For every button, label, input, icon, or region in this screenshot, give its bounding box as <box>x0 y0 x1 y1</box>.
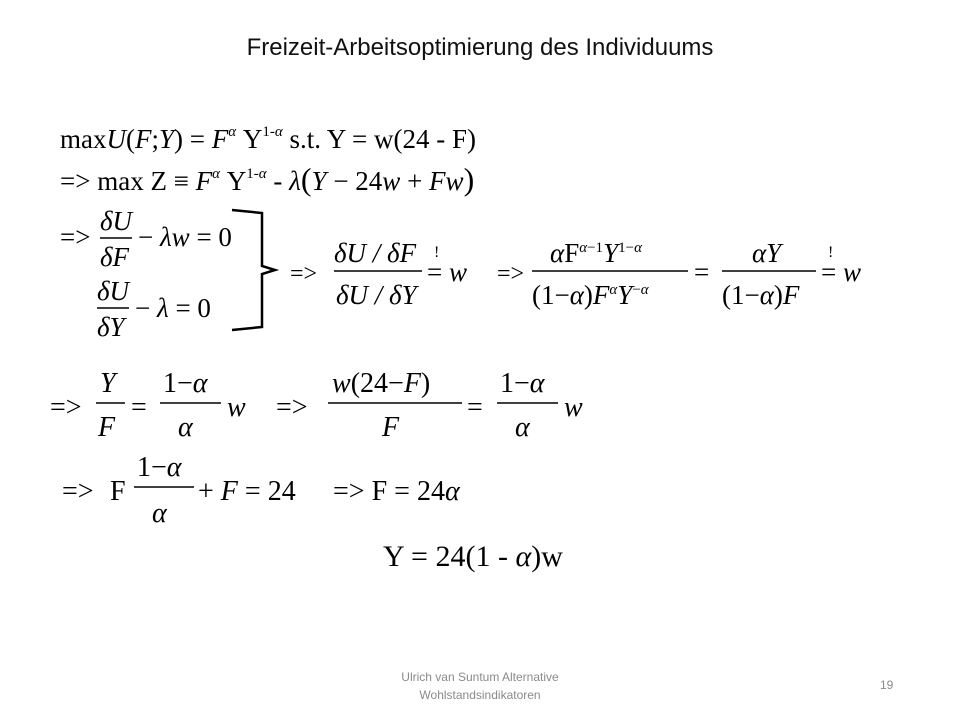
svg-text:F: F <box>110 476 126 507</box>
svg-text:=>: => <box>60 222 91 252</box>
svg-text:− λw = 0: − λw = 0 <box>138 222 232 252</box>
svg-text:=>: => <box>276 392 308 423</box>
svg-text:=>: => <box>62 476 94 507</box>
svg-text:=: = <box>467 392 483 423</box>
equation-lagrangian <box>60 161 474 197</box>
svg-text:w: w <box>227 392 246 423</box>
equation-mrs-expanded <box>497 238 861 310</box>
footer <box>360 668 600 704</box>
svg-text:=>: => <box>497 261 525 287</box>
svg-text:+ F = 24: + F = 24 <box>198 476 296 507</box>
svg-text:α: α <box>515 412 530 443</box>
svg-text:=: = <box>131 392 147 423</box>
svg-text:δU / δY: δU / δY <box>336 280 417 310</box>
svg-text:maxU(F;Y) = Fα Y1-α s.t. Y: maxU(F;Y) = $F^\alpha$ $Y^{1-}\alpha$ s.t. Y = w(24 - F) <box>60 124 476 154</box>
svg-text:!: ! <box>434 244 440 261</box>
footer-topic: Wohlstandsindikatoren <box>419 688 541 702</box>
svg-text:=> F = 24α: => F = 24α <box>333 476 460 507</box>
page-number: 19 <box>880 678 894 692</box>
svg-text:− λ = 0: − λ = 0 <box>135 293 211 323</box>
footer-author: Ulrich van Suntum Alternative <box>401 670 559 684</box>
svg-text:1−α: 1−α <box>163 368 208 399</box>
equation-utility-max <box>60 124 476 154</box>
svg-text:αFα−1Y1−α: $\alpha F^\alpha-1Y^{1-}\alpha$ <box>550 238 642 268</box>
svg-text:w: w <box>564 392 583 423</box>
svg-text:α: α <box>152 498 167 529</box>
svg-text:1−α: 1−α <box>500 368 545 399</box>
svg-text:= w: = w <box>821 257 861 287</box>
equation-solution-income <box>383 540 563 573</box>
svg-text:1−α: 1−α <box>137 452 182 483</box>
equation-mrs <box>290 238 467 310</box>
svg-text:w(24−F): w(24−F) <box>332 368 431 399</box>
svg-text:αY: αY <box>752 238 782 268</box>
svg-text:=: = <box>694 257 710 287</box>
equation-solution-leisure <box>62 452 461 529</box>
svg-text:δY: δY <box>97 312 125 342</box>
equation-foc-income <box>97 276 211 342</box>
svg-text:δU: δU <box>100 206 133 236</box>
svg-text:δF: δF <box>100 242 130 272</box>
svg-text:=>: => <box>50 392 82 423</box>
svg-text:!: ! <box>828 244 834 261</box>
svg-text:F: F <box>382 412 400 443</box>
svg-text:= w: = w <box>427 257 467 287</box>
equation-foc-leisure <box>60 206 232 272</box>
svg-text:=>: => <box>290 261 318 287</box>
svg-text:Y = 24(1 - α)w: Y = 24(1 - α)w <box>383 540 563 573</box>
slide-title: Freizeit-Arbeitsoptimierung des Individuums <box>246 34 714 61</box>
svg-text:(1−α)FαY−α: $(1-\alpha)F^\alpha Y^-\alpha$ <box>532 280 649 310</box>
svg-text:δU / δF: δU / δF <box>334 238 417 268</box>
svg-text:F: F <box>98 412 116 443</box>
svg-text:(1−α)F: (1−α)F <box>722 280 800 310</box>
svg-text:δU: δU <box>97 276 130 306</box>
equation-ratio <box>50 368 583 443</box>
svg-text:=> max Z ≡ Fα Y1-α - λ(Y − 2: => $\max Z \equiv F^\alpha$ $Y^{1-}\alpha - \lambda(Y - 24w + Fw)$ <box>60 161 475 197</box>
right-brace <box>232 210 275 330</box>
svg-text:α: α <box>178 412 193 443</box>
svg-text:Y: Y <box>100 368 116 399</box>
